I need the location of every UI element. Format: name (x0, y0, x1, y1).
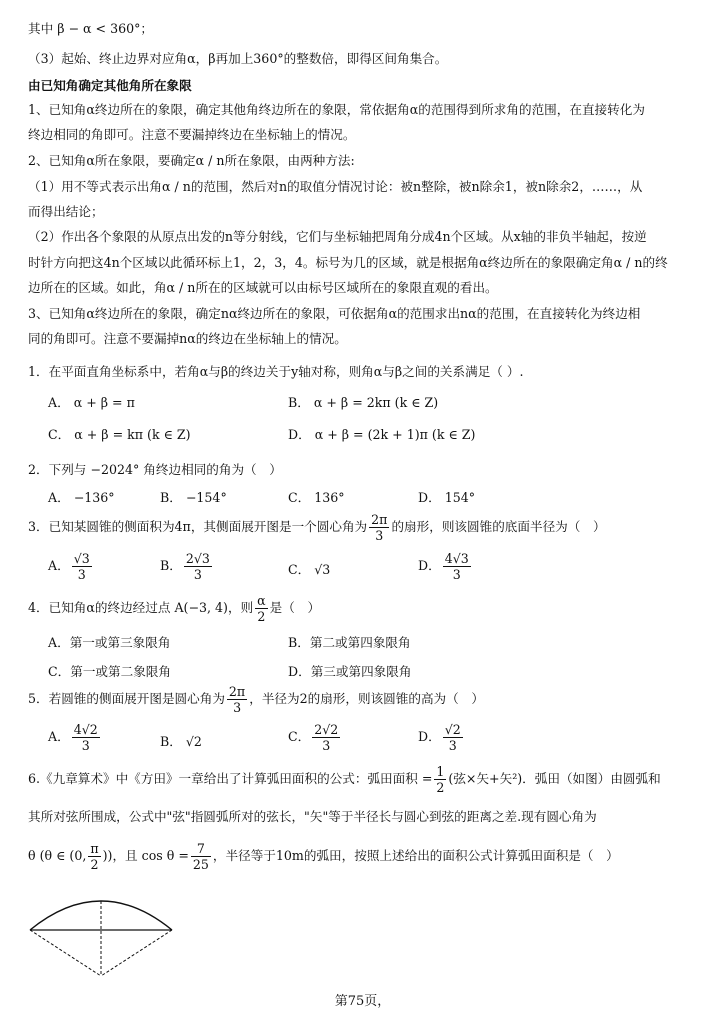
q6-l3-frac2-num: 7 (191, 841, 211, 857)
q3-b-fraction (184, 551, 212, 582)
q4-fraction (255, 593, 268, 624)
q5-stem-post: ，半径为2的扇形，则该圆锥的高为（ ） (249, 691, 484, 706)
q5-stem-pre: 5．若圆锥的侧面展开图是圆心角为 (28, 691, 225, 706)
q4-stem-pre: 4．已知角α的终边经过点 A(−3, 4)，则 (28, 600, 254, 615)
q6-l1-post: (弦×矢+矢²)．弧田（如图）由圆弧和 (448, 771, 661, 786)
method-1-line-a: 1、已知角α终边所在的象限，确定其他角终边所在的象限，常依据角α的范围得到所求角的范围，在直接转化为 (28, 102, 645, 117)
q4-stem (28, 593, 320, 624)
arc-field-figure (26, 888, 176, 980)
q6-cos-fraction (191, 841, 211, 872)
method-2-title: 2、已知角α所在象限，要确定α / n所在象限，由两种方法: (28, 153, 355, 168)
q3-stem-post: 的扇形，则该圆锥的底面半径为（ ） (391, 519, 606, 534)
q5-d-label: D． (418, 729, 441, 744)
method-2-way-1-line-b: 而得出结论； (28, 204, 104, 219)
q5-a-label: A． (48, 729, 70, 744)
arc-curve (30, 901, 172, 930)
method-2-way-1-line-a: （1）用不等式表示出角α / n的范围，然后对n的取值分情况讨论：被n整除，被n除余1，被n除余2，……，从 (28, 179, 643, 194)
q2-option-c: C． 136° (288, 490, 345, 505)
q1-option-c: C． α + β = kπ (k ∈ Z) (48, 427, 191, 442)
q3-d-den: 3 (452, 567, 461, 582)
q6-l1-frac-num: 1 (436, 764, 445, 779)
radius-right (101, 930, 172, 976)
q3-a-label: A． (48, 558, 70, 573)
q3-a-den: 3 (77, 567, 86, 582)
q1-option-d: D． α + β = (2k + 1)π (k ∈ Z) (288, 427, 476, 442)
q5-option-b (160, 731, 202, 750)
intro-line-1: 其中 β − α < 360°； (28, 21, 154, 36)
radius-left (30, 930, 101, 976)
q4-option-a: A．第一或第三象限角 (48, 635, 171, 650)
q3-stem (28, 512, 606, 543)
q1-option-a: A． α + β = π (48, 395, 135, 410)
q3-option-c (288, 559, 330, 578)
q5-stem (28, 684, 484, 715)
q2-option-a: A． −136° (48, 490, 115, 505)
q4-option-d: D．第三或第四象限角 (288, 664, 412, 679)
method-2-way-2-line-c: 边所在的区域。如此，角α / n所在的区域就可以由标号区域所在的象限直观的看出。 (28, 280, 498, 295)
intro-line-2: （3）起始、终止边界对应角α，β再加上360°的整数倍，即得区间角集合。 (28, 51, 448, 66)
q6-l1-frac-den: 2 (436, 780, 445, 795)
q3-a-num: √3 (73, 551, 90, 566)
q6-pi-half-fraction (88, 841, 100, 872)
q3-b-num: 2√3 (185, 551, 210, 566)
q5-c-den: 3 (322, 738, 331, 753)
q3-b-den: 3 (193, 567, 202, 582)
q4-option-c: C．第一或第二象限角 (48, 664, 171, 679)
q3-c-label: C． (288, 562, 311, 577)
method-2-way-2-line-a: （2）作出各个象限的从原点出发的n等分射线，它们与坐标轴把周角分成4n个区域。从x轴的非负半轴起，按逆 (28, 229, 647, 244)
q5-a-num: 4√2 (73, 722, 98, 737)
q6-line-1 (28, 764, 661, 795)
method-3-line-b: 同的角即可。注意不要漏掉nα的终边在坐标轴上的情况。 (28, 331, 347, 346)
q6-line-2: 其所对弦所围成，公式中"弦"指圆弧所对的弦长，"矢"等于半径长与圆心到弦的距离之差.现有圆心角为 (28, 809, 597, 824)
q6-l3-pre: θ (θ ∈ (0, (28, 848, 87, 863)
q6-l1-pre: 6.《九章算术》中《方田》一章给出了计算弧田面积的公式：弧田面积 = (28, 771, 433, 786)
q5-d-num: √2 (444, 722, 461, 737)
q5-d-den: 3 (448, 738, 457, 753)
q3-stem-pre: 3．已知某圆锥的侧面积为4π，其侧面展开图是一个圆心角为 (28, 519, 368, 534)
q5-frac-num: 2π (228, 684, 246, 699)
q2-option-b: B． −154° (160, 490, 227, 505)
q5-angle-fraction (227, 684, 247, 715)
q5-c-num: 2√2 (314, 722, 339, 737)
q6-line-3 (28, 841, 619, 872)
q3-angle-fraction (369, 512, 389, 543)
q3-option-d (418, 551, 473, 582)
q5-a-den: 3 (81, 738, 90, 753)
q3-frac-den: 3 (375, 528, 384, 543)
q4-stem-post: 是（ ） (269, 600, 321, 615)
q5-option-a (48, 722, 102, 753)
q3-frac-num: 2π (371, 512, 388, 527)
q5-b-label: B． (160, 734, 182, 749)
q3-a-fraction (72, 551, 92, 582)
method-2-way-2-line-b: 时针方向把这4n个区域以此循环标上1，2，3，4。标号为几的区域，就是根据角α终边所在的象限确定角α / n的终 (28, 255, 668, 270)
q5-a-fraction (72, 722, 100, 753)
q4-frac-den: 2 (257, 609, 266, 624)
q2-option-d: D． 154° (418, 490, 476, 505)
q5-b-value: √2 (185, 734, 202, 749)
q5-option-c (288, 722, 342, 753)
method-1-line-b: 终边相同的角即可。注意不要漏掉终边在坐标轴上的情况。 (28, 127, 356, 142)
q5-option-d (418, 722, 465, 753)
q1-stem: 1．在平面直角坐标系中，若角α与β的终边关于y轴对称，则角α与β之间的关系满足（ ）. (28, 364, 524, 379)
q3-d-fraction (443, 551, 471, 582)
q6-l3-frac-num: π (90, 841, 99, 856)
q5-frac-den: 3 (233, 700, 242, 715)
q5-d-fraction (443, 722, 463, 753)
q1-option-b: B． α + β = 2kπ (k ∈ Z) (288, 395, 439, 410)
q3-b-label: B． (160, 558, 182, 573)
q6-l3-mid: ))，且 cos θ = (102, 848, 189, 863)
q6-l3-frac2-den: 25 (192, 857, 209, 872)
q4-option-b: B．第二或第四象限角 (288, 635, 411, 650)
section-heading: 由已知角确定其他角所在象限 (28, 78, 192, 93)
q3-option-b (160, 551, 214, 582)
q3-d-label: D． (418, 558, 441, 573)
q6-l3-frac-den: 2 (90, 857, 99, 872)
q5-c-label: C． (288, 729, 311, 744)
q5-c-fraction (312, 722, 340, 753)
q2-stem: 2．下列与 −2024° 角终边相同的角为（ ） (28, 462, 282, 477)
q4-frac-num: α (257, 593, 266, 608)
page-number: 第75页， (334, 994, 391, 1009)
q3-c-value: √3 (314, 562, 331, 577)
method-3-line-a: 3、已知角α终边所在的象限，确定nα终边所在的象限，可依据角α的范围求出nα的范围，在直接转化为终边相 (28, 306, 641, 321)
q3-option-a (48, 551, 94, 582)
q6-half-fraction (434, 764, 446, 795)
q3-d-num: 4√3 (444, 551, 469, 566)
q6-l3-post: ，半径等于10m的弧田，按照上述给出的面积公式计算弧田面积是（ ） (212, 848, 619, 863)
